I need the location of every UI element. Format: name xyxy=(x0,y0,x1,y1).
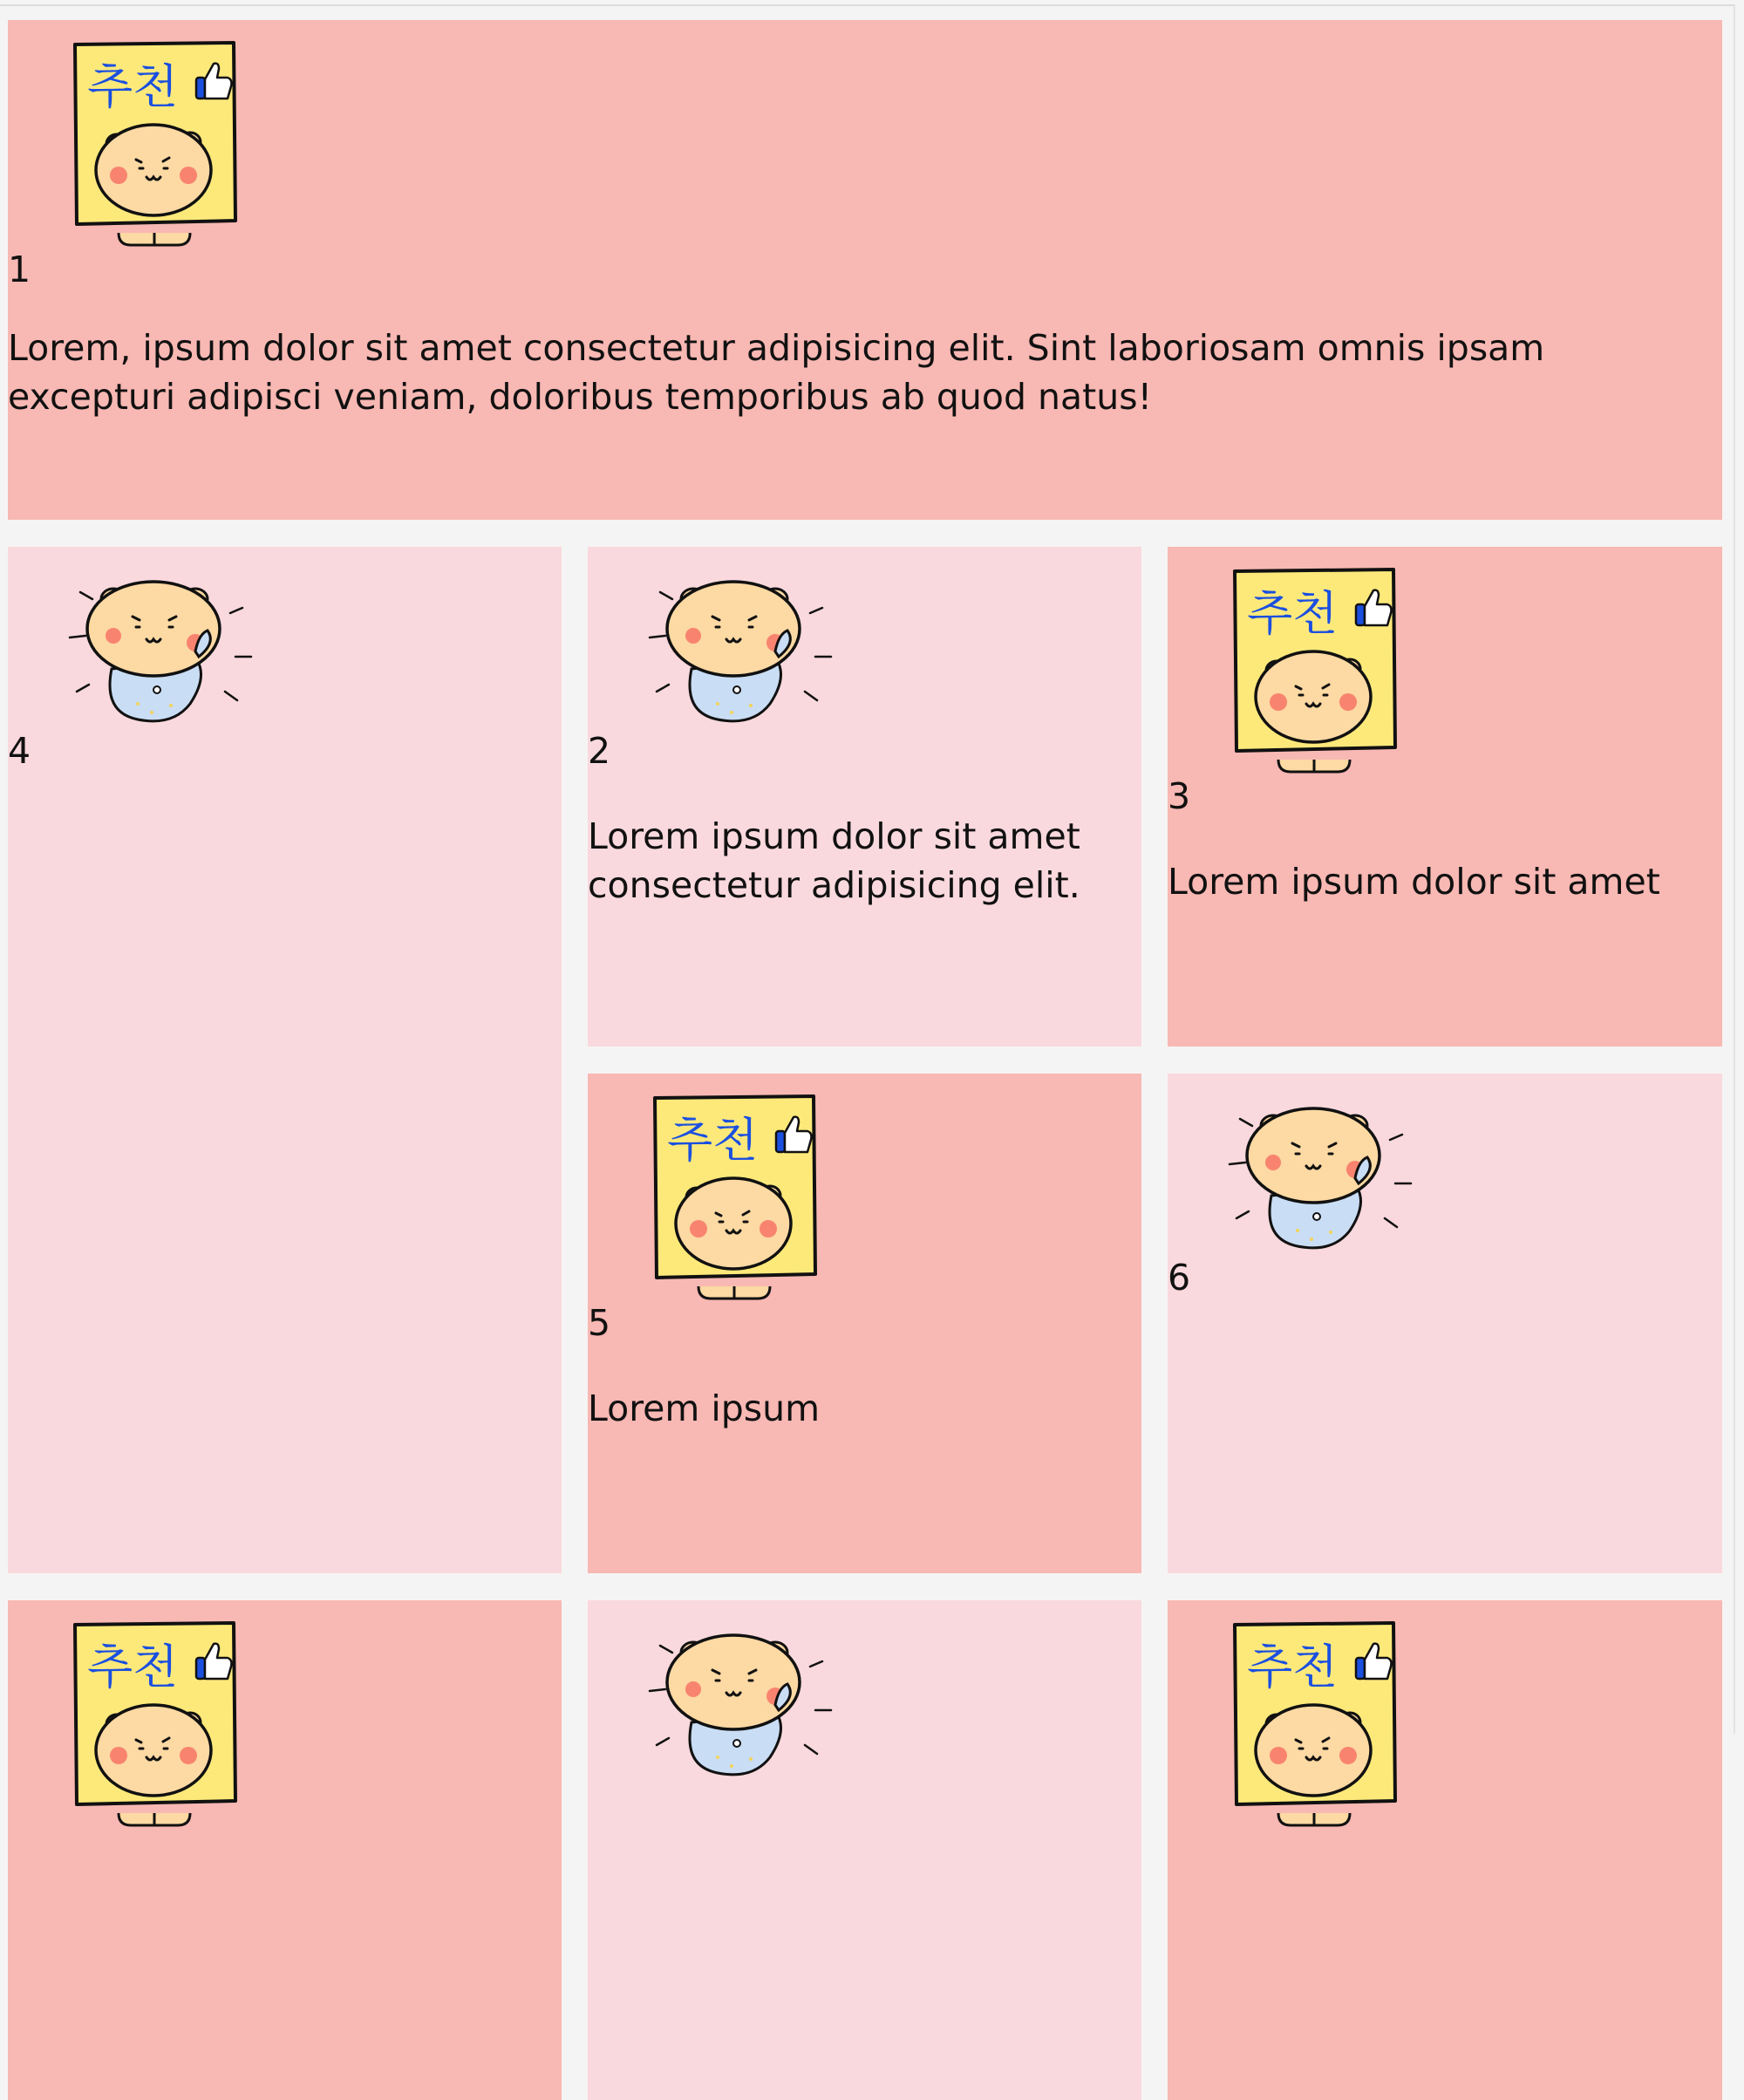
grid-card-2 xyxy=(588,547,1141,1047)
grid-card-6 xyxy=(1168,1074,1722,1573)
card-number: 3 xyxy=(1168,775,1191,817)
recommend-bear-sticker xyxy=(1228,566,1402,775)
card-number: 1 xyxy=(8,249,31,290)
card-text: Lorem, ipsum dolor sit amet consectetur adipisicing elit. Sint laboriosam omnis ipsam excepturi adipisci veniam, doloribus temporibus ab quod natus! xyxy=(8,327,1545,418)
card-number: 5 xyxy=(588,1302,611,1344)
recommend-badge-text: 추천 xyxy=(87,1640,179,1694)
card-number: 2 xyxy=(588,730,611,772)
recommend-badge-text: 추천 xyxy=(1247,586,1339,641)
recommend-badge-text: 추천 xyxy=(1247,1640,1339,1694)
shy-bear-sticker xyxy=(648,1626,840,1783)
shy-bear-image xyxy=(648,1626,840,1783)
shy-bear-image xyxy=(1228,1100,1420,1257)
recommend-badge-text: 추천 xyxy=(87,59,179,114)
grid-card-3 xyxy=(1168,547,1722,1047)
card-text: Lorem ipsum dolor sit amet xyxy=(1168,861,1660,903)
shy-bear-sticker xyxy=(68,573,260,730)
scrollbar-edge xyxy=(1734,4,1735,1734)
shy-bear-image xyxy=(68,573,260,730)
grid-card-7 xyxy=(8,1600,562,2100)
card-grid xyxy=(8,20,1722,2100)
shy-bear-image xyxy=(648,573,840,730)
grid-card-5 xyxy=(588,1074,1141,1573)
recommend-badge-text: 추천 xyxy=(667,1113,759,1168)
card-text: Lorem ipsum xyxy=(588,1388,821,1429)
recommend-bear-sticker xyxy=(68,39,242,249)
recommend-bear-sticker xyxy=(648,1093,822,1302)
grid-card-8 xyxy=(588,1600,1141,2100)
grid-card-1 xyxy=(8,20,1722,520)
shy-bear-sticker xyxy=(648,573,840,730)
card-number: 6 xyxy=(1168,1257,1191,1299)
recommend-bear-sticker xyxy=(1228,1619,1402,1829)
shy-bear-sticker xyxy=(1228,1100,1420,1257)
recommend-bear-sticker xyxy=(68,1619,242,1829)
grid-card-4 xyxy=(8,547,562,1573)
top-border xyxy=(0,4,1734,6)
card-number: 4 xyxy=(8,730,31,772)
card-text: Lorem ipsum dolor sit amet consectetur adipisicing elit. xyxy=(588,815,1080,906)
grid-card-9 xyxy=(1168,1600,1722,2100)
